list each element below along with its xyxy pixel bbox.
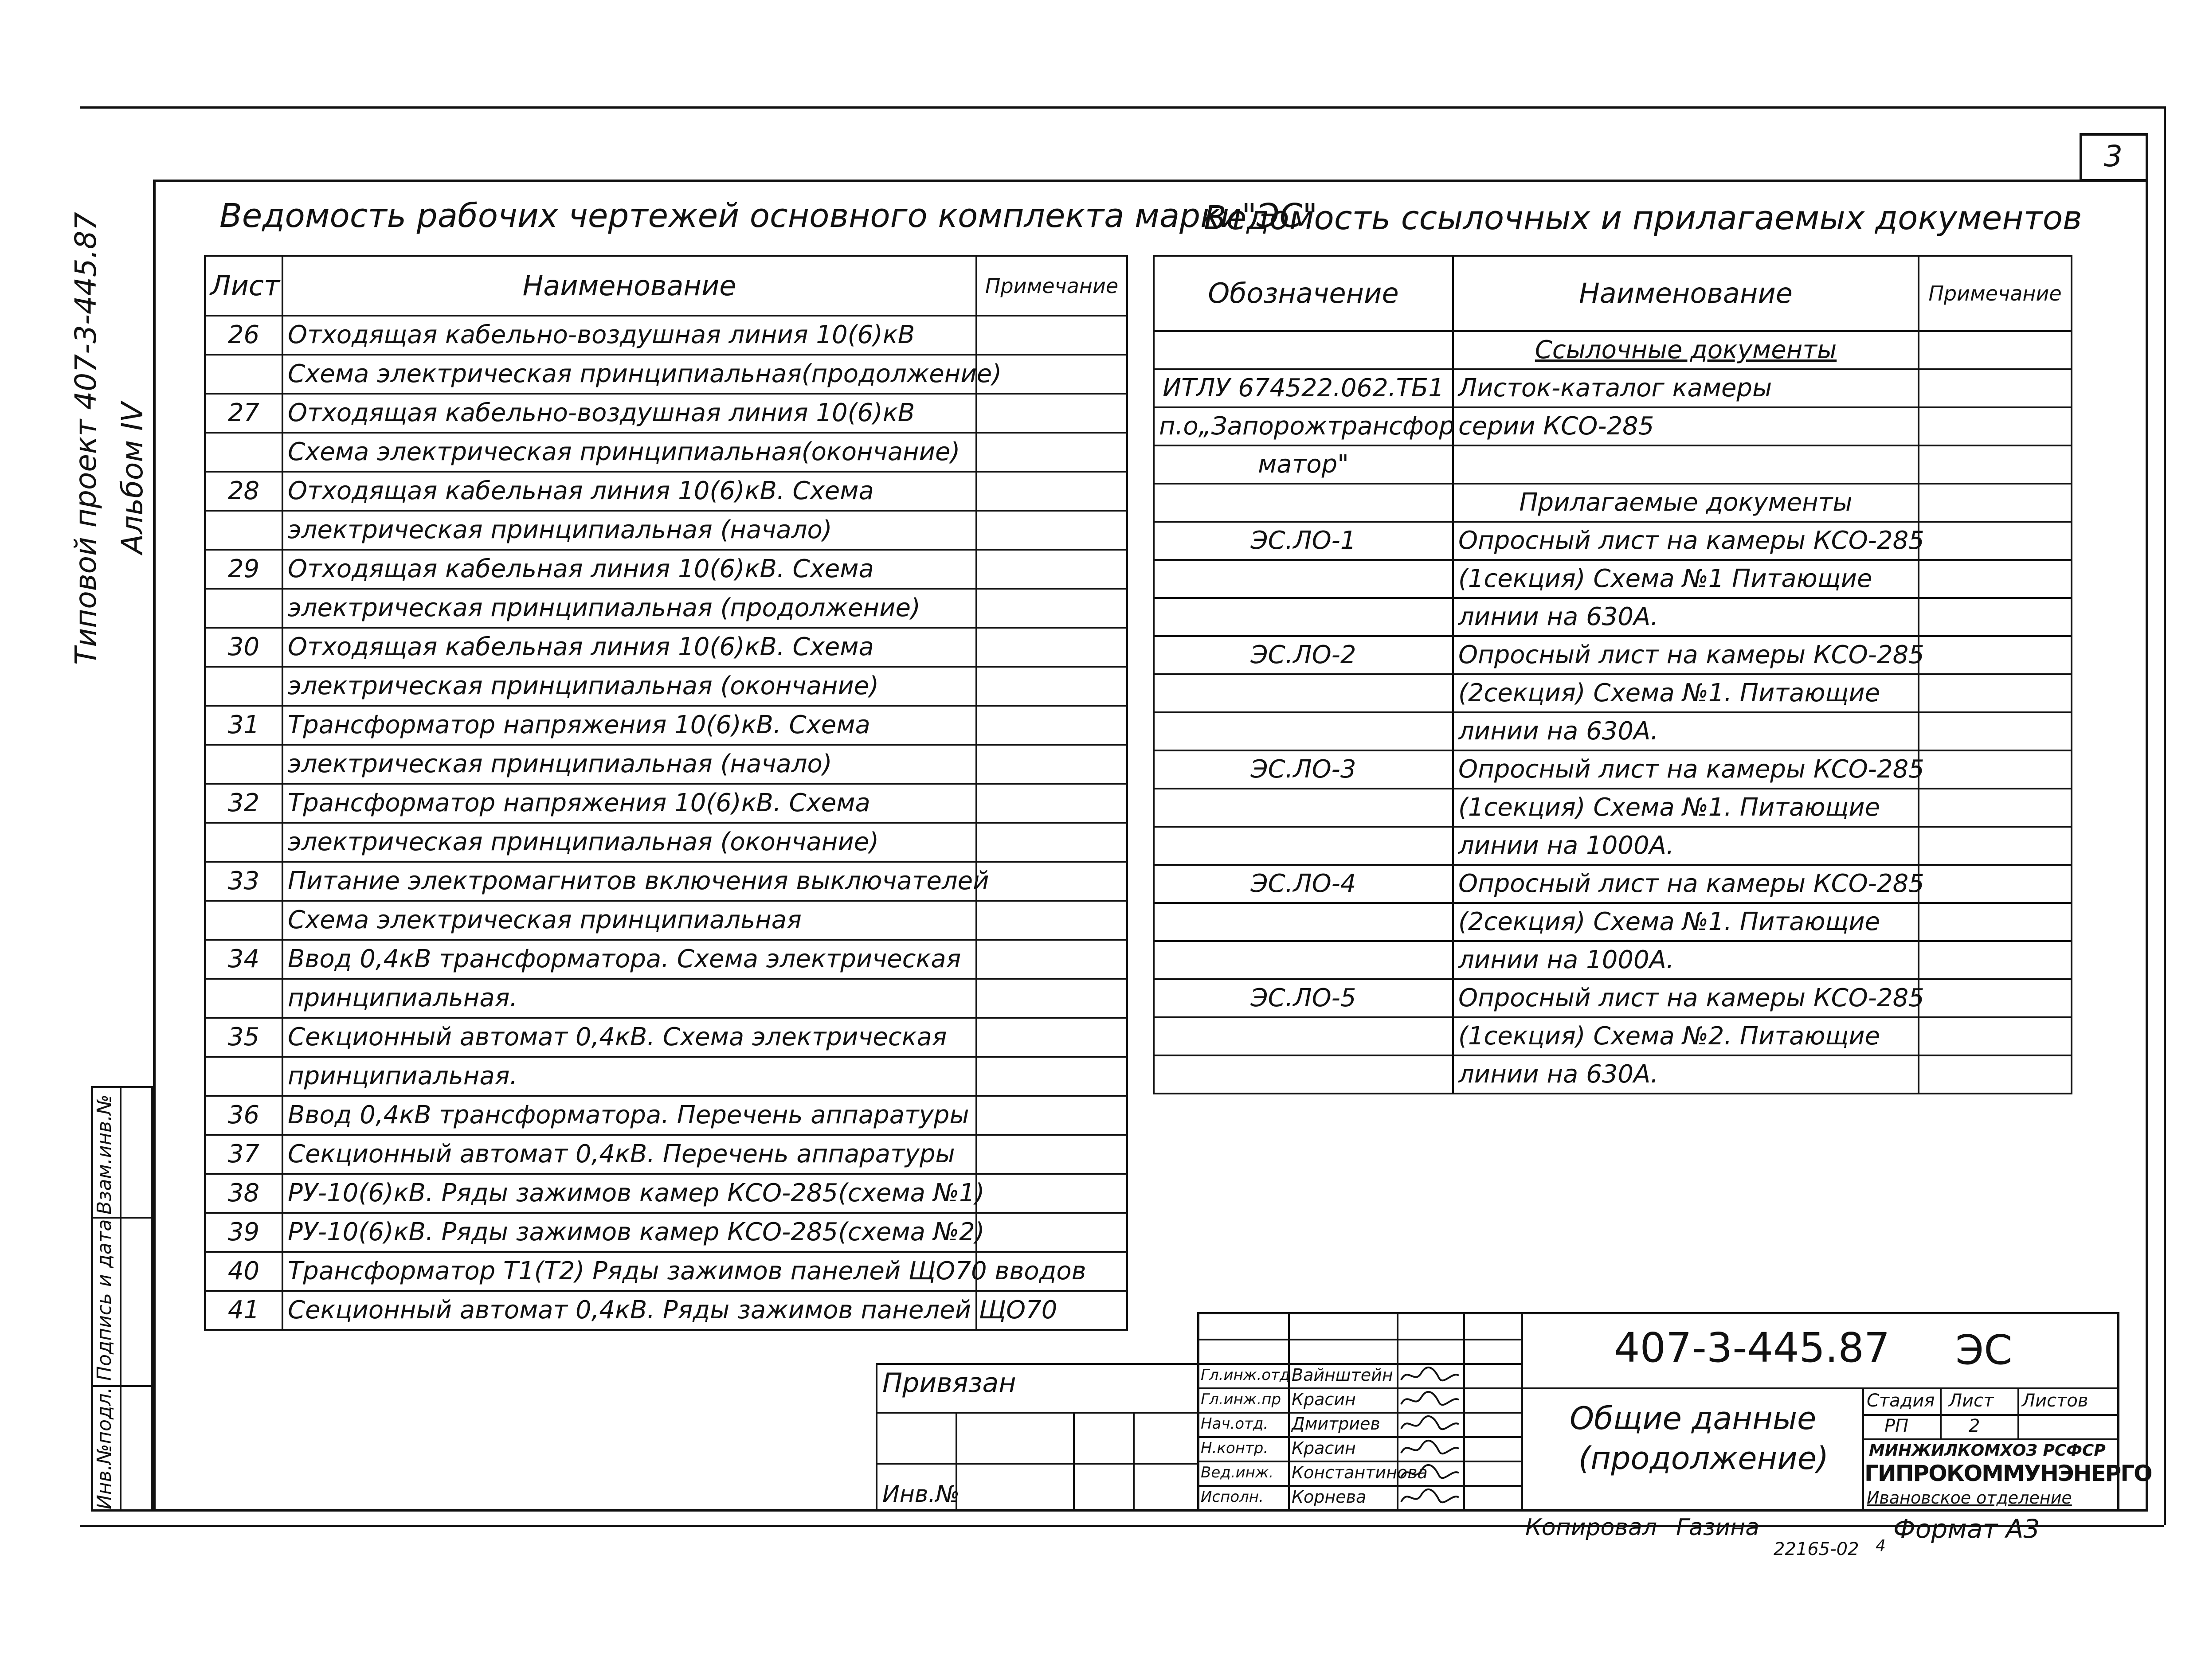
table-row xyxy=(205,745,1127,784)
side-project-text: Типовой проект 407-3-445.87 xyxy=(69,212,103,665)
doc-name-cell: Листок-каталог камеры xyxy=(1453,369,1919,407)
copier-name: Газина xyxy=(1676,1514,1760,1541)
side-album-text: Альбом IV xyxy=(115,402,149,554)
doc-name-cell: (1секция) Схема №2. Питающие xyxy=(1453,1017,1919,1055)
note-cell xyxy=(976,550,1127,589)
table-row xyxy=(205,316,1127,355)
note-cell xyxy=(976,472,1127,511)
sheet-number-cell xyxy=(205,823,282,862)
note-cell xyxy=(976,667,1127,706)
sheet-number-cell xyxy=(205,667,282,706)
stage-col1 xyxy=(1940,1387,1942,1438)
sheet-number-cell: 35 xyxy=(205,1018,282,1057)
doc-name-cell xyxy=(1453,445,1919,484)
table-row xyxy=(205,979,1127,1018)
signature-name: Вайнштейн xyxy=(1292,1365,1393,1385)
sheet-number-cell xyxy=(205,1057,282,1096)
table-row xyxy=(205,1252,1127,1291)
side-stamp-vzam-inv: Взам.инв.№ xyxy=(93,1094,116,1215)
reference-documents-table xyxy=(1153,255,2072,1094)
sheet-number-cell: 34 xyxy=(205,940,282,979)
tb-code-divider xyxy=(1521,1387,2119,1389)
table-row xyxy=(205,784,1127,823)
doc-name-cell: Опросный лист на камеры КСО-285 xyxy=(1453,865,1919,903)
doc-title-line1: Общие данные xyxy=(1570,1400,1817,1437)
sheet-number-cell: 31 xyxy=(205,706,282,745)
handwritten-signature xyxy=(1399,1364,1461,1387)
section-heading: Ссылочные документы xyxy=(1535,336,1837,364)
designation-cell xyxy=(1154,941,1453,979)
table-row xyxy=(1154,865,2072,903)
designation-cell xyxy=(1154,674,1453,712)
table-row xyxy=(205,940,1127,979)
drawing-name-cell: электрическая принципиальная (начало) xyxy=(282,745,976,784)
drawing-name-cell: электрическая принципиальная (начало) xyxy=(282,511,976,550)
tb-stage-divider xyxy=(1862,1387,1864,1512)
doc-note-cell xyxy=(1919,903,2072,941)
drawing-name-cell: Отходящая кабельная линия 10(6)кВ. Схема xyxy=(282,628,976,667)
table-row xyxy=(1154,522,2072,560)
table-row xyxy=(205,589,1127,628)
drawing-name-cell: Отходящая кабельно-воздушная линия 10(6)кВ xyxy=(282,316,976,355)
signature-role: Нач.отд. xyxy=(1201,1415,1269,1433)
designation-cell: п.о„Запорожтрансфор xyxy=(1154,407,1453,445)
table-row xyxy=(205,706,1127,745)
table-row xyxy=(1154,445,2072,484)
doc-name-cell: линии на 1000А. xyxy=(1453,827,1919,865)
doc-note-cell xyxy=(1919,331,2072,369)
table-row xyxy=(1154,941,2072,979)
note-cell xyxy=(976,433,1127,472)
drawing-name-cell: Трансформатор напряжения 10(6)кВ. Схема xyxy=(282,706,976,745)
designation-cell: ИТЛУ 674522.062.ТБ1 xyxy=(1154,369,1453,407)
table-row xyxy=(1154,903,2072,941)
designation-cell: матор" xyxy=(1154,445,1453,484)
side-stamp-divider xyxy=(120,1086,121,1512)
sheet-number-cell: 38 xyxy=(205,1174,282,1213)
doc-name-cell: линии на 630А. xyxy=(1453,712,1919,750)
drawing-name-cell: Секционный автомат 0,4кВ. Ряды зажимов панелей ЩО70 xyxy=(282,1291,976,1330)
sheet-header: Лист xyxy=(1949,1391,1994,1411)
designation-cell xyxy=(1154,789,1453,827)
signature-name: Красин xyxy=(1292,1438,1356,1458)
signature-row-line xyxy=(1197,1509,1521,1511)
note-cell xyxy=(976,1018,1127,1057)
drawing-name-cell: Трансформатор Т1(Т2) Ряды зажимов панелей ЩО70 вводов xyxy=(282,1252,976,1291)
top-frame-line xyxy=(80,106,2164,109)
binding-col3 xyxy=(1133,1412,1135,1512)
doc-note-cell xyxy=(1919,369,2072,407)
table-row xyxy=(205,511,1127,550)
sheet-value: 2 xyxy=(1969,1416,1980,1436)
page-number: 3 xyxy=(2104,139,2123,173)
designation-cell xyxy=(1154,560,1453,598)
doc-name-cell: серии КСО-285 xyxy=(1453,407,1919,445)
drawing-name-cell: принципиальная. xyxy=(282,1057,976,1096)
signature-row-line xyxy=(1197,1461,1521,1462)
right-frame-line xyxy=(2164,106,2166,1525)
note-cell xyxy=(976,940,1127,979)
drawing-name-cell: Отходящая кабельно-воздушная линия 10(6)кВ xyxy=(282,394,976,433)
designation-cell: ЭС.ЛО-2 xyxy=(1154,636,1453,674)
sheet-number-cell xyxy=(205,589,282,628)
designation-cell xyxy=(1154,827,1453,865)
note-cell xyxy=(976,823,1127,862)
drawing-name-cell: Секционный автомат 0,4кВ. Перечень аппаратуры xyxy=(282,1135,976,1174)
order-number: 22165-02 xyxy=(1774,1539,1859,1559)
table-row xyxy=(205,394,1127,433)
drawing-name-cell: Ввод 0,4кВ трансформатора. Схема электрическая xyxy=(282,940,976,979)
stage-header: Стадия xyxy=(1867,1391,1935,1411)
sheet-number-cell xyxy=(205,901,282,940)
binding-label: Привязан xyxy=(882,1367,1016,1399)
designation-cell xyxy=(1154,903,1453,941)
note-cell xyxy=(976,862,1127,901)
section-heading: Прилагаемые документы xyxy=(1519,488,1853,517)
doc-note-cell xyxy=(1919,941,2072,979)
working-drawings-table xyxy=(204,255,1128,1331)
doc-note-cell xyxy=(1919,827,2072,865)
col-header-designation: Обозначение xyxy=(1154,256,1453,331)
signature-row-line xyxy=(1197,1485,1521,1487)
binding-col2 xyxy=(1073,1412,1075,1512)
signature-row-line xyxy=(1197,1436,1521,1438)
sheet-number-cell: 41 xyxy=(205,1291,282,1330)
note-cell xyxy=(976,901,1127,940)
sheet-number-cell xyxy=(205,745,282,784)
handwritten-signature xyxy=(1399,1413,1461,1435)
side-stamp-row2 xyxy=(91,1385,153,1387)
note-cell xyxy=(976,1174,1127,1213)
drawing-code: 407-3-445.87 xyxy=(1614,1324,1890,1371)
handwritten-signature xyxy=(1399,1462,1461,1484)
designation-cell: ЭС.ЛО-3 xyxy=(1154,750,1453,789)
designation-cell xyxy=(1154,712,1453,750)
signature-row-line xyxy=(1197,1363,1521,1365)
table-row xyxy=(205,862,1127,901)
doc-name-cell: линии на 630А. xyxy=(1453,1055,1919,1094)
signature-row-line xyxy=(1197,1412,1521,1414)
sheet-number-cell: 36 xyxy=(205,1096,282,1135)
copied-label: Копировал xyxy=(1525,1514,1657,1541)
table-row xyxy=(1154,598,2072,636)
col-header-doc-name: Наименование xyxy=(1453,256,1919,331)
drawing-name-cell: Схема электрическая принципиальная xyxy=(282,901,976,940)
table-row xyxy=(205,1057,1127,1096)
table-row xyxy=(205,1213,1127,1252)
doc-name-cell: Опросный лист на камеры КСО-285 xyxy=(1453,979,1919,1017)
table-row xyxy=(205,433,1127,472)
note-cell xyxy=(976,1213,1127,1252)
doc-note-cell xyxy=(1919,865,2072,903)
table-row xyxy=(205,823,1127,862)
drawing-name-cell: РУ-10(6)кВ. Ряды зажимов камер КСО-285(схема №1) xyxy=(282,1174,976,1213)
table-row xyxy=(205,355,1127,394)
doc-note-cell xyxy=(1919,598,2072,636)
side-stamp-inv-podl: Инв.№подл. xyxy=(93,1387,116,1509)
doc-note-cell xyxy=(1919,1017,2072,1055)
order-sub: 4 xyxy=(1876,1537,1886,1555)
designation-cell xyxy=(1154,331,1453,369)
doc-note-cell xyxy=(1919,712,2072,750)
binding-row1 xyxy=(876,1412,1199,1414)
note-cell xyxy=(976,1135,1127,1174)
doc-name-cell: линии на 630А. xyxy=(1453,598,1919,636)
note-cell xyxy=(976,706,1127,745)
sheet-number-cell: 27 xyxy=(205,394,282,433)
signature-row-line xyxy=(1197,1387,1521,1389)
sheet-number-cell: 30 xyxy=(205,628,282,667)
col-header-note: Примечание xyxy=(976,256,1127,316)
col-header-sheet: Лист xyxy=(205,256,282,316)
drawing-name-cell: Схема электрическая принципиальная(продолжение) xyxy=(282,355,976,394)
col-header-doc-note: Примечание xyxy=(1919,256,2072,331)
org-line2: ГИПРОКОММУНЭНЕРГО xyxy=(1864,1461,2152,1486)
doc-name-cell xyxy=(1453,484,1919,522)
sheet-number-cell: 26 xyxy=(205,316,282,355)
table-row xyxy=(205,1018,1127,1057)
drawing-name-cell: Схема электрическая принципиальная(окончание) xyxy=(282,433,976,472)
binding-inv-label: Инв.№ xyxy=(882,1481,960,1508)
note-cell xyxy=(976,1057,1127,1096)
doc-name-cell: (1секция) Схема №1. Питающие xyxy=(1453,789,1919,827)
handwritten-signature xyxy=(1399,1389,1461,1411)
designation-cell xyxy=(1154,484,1453,522)
table-row xyxy=(1154,789,2072,827)
table-row xyxy=(1154,1017,2072,1055)
drawing-name-cell: электрическая принципиальная (продолжение) xyxy=(282,589,976,628)
table-row xyxy=(205,472,1127,511)
doc-name-cell: Опросный лист на камеры КСО-285 xyxy=(1453,636,1919,674)
doc-note-cell xyxy=(1919,674,2072,712)
col-header-name: Наименование xyxy=(282,256,976,316)
table-row xyxy=(1154,560,2072,598)
table-row xyxy=(1154,712,2072,750)
table-row xyxy=(205,901,1127,940)
drawing-name-cell: Питание электромагнитов включения выключателей xyxy=(282,862,976,901)
doc-note-cell xyxy=(1919,484,2072,522)
table-row xyxy=(205,1135,1127,1174)
note-cell xyxy=(976,745,1127,784)
sheet-number-cell: 40 xyxy=(205,1252,282,1291)
note-cell xyxy=(976,316,1127,355)
table-row xyxy=(1154,484,2072,522)
org-line1: МИНЖИЛКОМХОЗ РСФСР xyxy=(1869,1442,2106,1460)
signature-role: Исполн. xyxy=(1201,1488,1264,1506)
doc-note-cell xyxy=(1919,407,2072,445)
drawing-name-cell: Секционный автомат 0,4кВ. Схема электрическая xyxy=(282,1018,976,1057)
doc-note-cell xyxy=(1919,522,2072,560)
sheet-number-cell xyxy=(205,355,282,394)
sheets-header: Листов xyxy=(2022,1391,2088,1411)
doc-name-cell: Опросный лист на камеры КСО-285 xyxy=(1453,522,1919,560)
drawing-name-cell: Отходящая кабельная линия 10(6)кВ. Схема xyxy=(282,550,976,589)
note-cell xyxy=(976,1096,1127,1135)
designation-cell xyxy=(1154,1055,1453,1094)
sheet-number-cell: 29 xyxy=(205,550,282,589)
doc-name-cell: (1секция) Схема №1 Питающие xyxy=(1453,560,1919,598)
left-table-title: Ведомость рабочих чертежей основного комплекта марки"ЭС" xyxy=(219,197,1318,235)
doc-name-cell: (2секция) Схема №1. Питающие xyxy=(1453,674,1919,712)
drawing-name-cell: Отходящая кабельная линия 10(6)кВ. Схема xyxy=(282,472,976,511)
doc-name-cell: линии на 1000А. xyxy=(1453,941,1919,979)
sheet-number-cell: 33 xyxy=(205,862,282,901)
designation-cell: ЭС.ЛО-4 xyxy=(1154,865,1453,903)
doc-title-line2: (продолжение) xyxy=(1578,1440,1829,1477)
signature-name: Корнева xyxy=(1292,1487,1367,1507)
signature-row-line xyxy=(1197,1339,1521,1340)
org-line3: Ивановское отделение xyxy=(1867,1488,2072,1508)
doc-note-cell xyxy=(1919,789,2072,827)
side-stamp-row1 xyxy=(91,1217,153,1219)
signature-name: Константинова xyxy=(1292,1463,1428,1482)
sheet-number-cell: 39 xyxy=(205,1213,282,1252)
sheet-number-cell: 28 xyxy=(205,472,282,511)
table-row xyxy=(1154,636,2072,674)
doc-note-cell xyxy=(1919,979,2072,1017)
drawing-name-cell: Ввод 0,4кВ трансформатора. Перечень аппаратуры xyxy=(282,1096,976,1135)
sheet-number-cell xyxy=(205,433,282,472)
designation-cell xyxy=(1154,598,1453,636)
tb-sig-divider xyxy=(1521,1312,1523,1512)
stage-col2 xyxy=(2017,1387,2019,1438)
drawing-mark: ЭС xyxy=(1955,1326,2013,1374)
table-row xyxy=(1154,331,2072,369)
note-cell xyxy=(976,628,1127,667)
designation-cell xyxy=(1154,1017,1453,1055)
signature-name: Дмитриев xyxy=(1292,1414,1380,1434)
signature-name: Красин xyxy=(1292,1390,1356,1409)
table-row xyxy=(1154,674,2072,712)
signature-role: Гл.инж.отд xyxy=(1201,1366,1290,1384)
table-row xyxy=(1154,827,2072,865)
right-table-title: Ведомость ссылочных и прилагаемых документов xyxy=(1204,199,2082,237)
table-row xyxy=(1154,750,2072,789)
designation-cell: ЭС.ЛО-1 xyxy=(1154,522,1453,560)
drawing-name-cell: принципиальная. xyxy=(282,979,976,1018)
side-stamp-podpis-data: Подпись и дата xyxy=(93,1219,116,1381)
drawing-name-cell: электрическая принципиальная (окончание) xyxy=(282,667,976,706)
drawing-name-cell: РУ-10(6)кВ. Ряды зажимов камер КСО-285(схема №2) xyxy=(282,1213,976,1252)
doc-name-cell: (2секция) Схема №1. Питающие xyxy=(1453,903,1919,941)
doc-note-cell xyxy=(1919,636,2072,674)
doc-note-cell xyxy=(1919,1055,2072,1094)
designation-cell: ЭС.ЛО-5 xyxy=(1154,979,1453,1017)
table-row xyxy=(205,628,1127,667)
table-row xyxy=(1154,1055,2072,1094)
handwritten-signature xyxy=(1399,1438,1461,1460)
signature-role: Вед.инж. xyxy=(1201,1464,1274,1481)
doc-note-cell xyxy=(1919,445,2072,484)
format-label: Формат А3 xyxy=(1893,1514,2040,1544)
sheet-number-cell xyxy=(205,979,282,1018)
table-row xyxy=(1154,369,2072,407)
sheet-number-cell xyxy=(205,511,282,550)
sheet-number-cell: 37 xyxy=(205,1135,282,1174)
table-row xyxy=(205,667,1127,706)
note-cell xyxy=(976,511,1127,550)
table-row xyxy=(1154,407,2072,445)
binding-row2 xyxy=(876,1463,1199,1465)
handwritten-signature xyxy=(1399,1486,1461,1508)
doc-name-cell: Опросный лист на камеры КСО-285 xyxy=(1453,750,1919,789)
signature-role: Гл.инж.пр xyxy=(1201,1391,1281,1408)
table-row xyxy=(205,1096,1127,1135)
table-row xyxy=(205,1291,1127,1330)
table-row xyxy=(205,550,1127,589)
doc-name-cell xyxy=(1453,331,1919,369)
table-row xyxy=(1154,979,2072,1017)
sheet-number-cell: 32 xyxy=(205,784,282,823)
doc-note-cell xyxy=(1919,750,2072,789)
doc-note-cell xyxy=(1919,560,2072,598)
bottom-frame-line xyxy=(80,1525,2164,1527)
stage-value: РП xyxy=(1884,1416,1909,1436)
table-row xyxy=(205,1174,1127,1213)
note-cell xyxy=(976,589,1127,628)
stage-row2 xyxy=(1862,1438,2119,1440)
drawing-name-cell: электрическая принципиальная (окончание) xyxy=(282,823,976,862)
drawing-name-cell: Трансформатор напряжения 10(6)кВ. Схема xyxy=(282,784,976,823)
note-cell xyxy=(976,979,1127,1018)
note-cell xyxy=(976,784,1127,823)
signature-role: Н.контр. xyxy=(1201,1439,1269,1457)
note-cell xyxy=(976,394,1127,433)
